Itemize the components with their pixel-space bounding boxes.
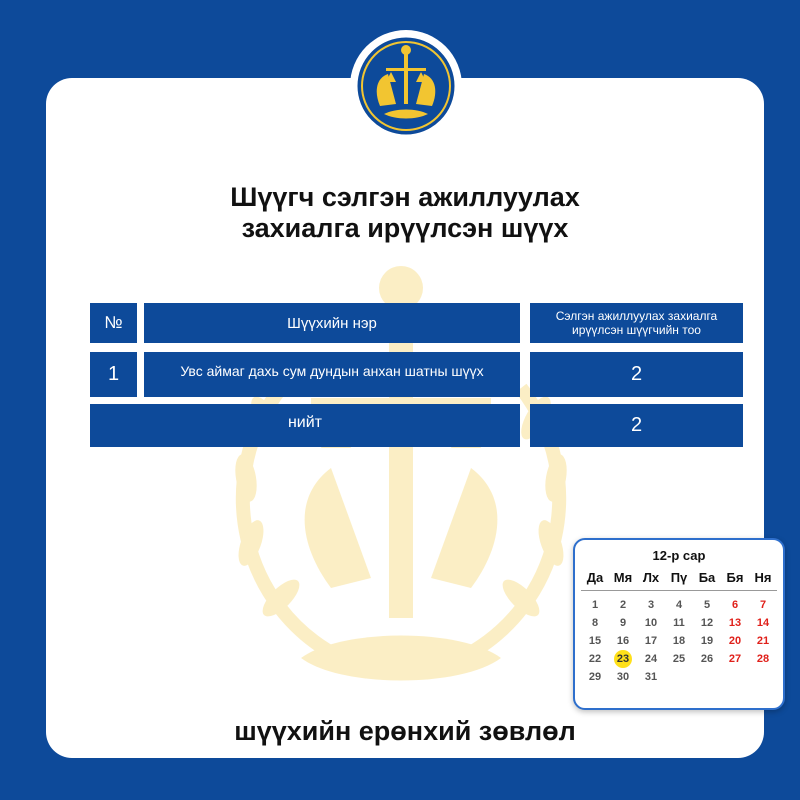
row-number-cell: [90, 352, 137, 397]
calendar-day: 12: [700, 617, 714, 629]
calendar-day: [749, 668, 777, 686]
calendar-day-weekend: 13: [728, 617, 742, 629]
calendar-day: 5: [703, 599, 711, 611]
header-court-name-cell: [144, 303, 520, 343]
calendar-day: 25: [672, 653, 686, 665]
calendar-day: 3: [647, 599, 655, 611]
header-count-label-line-2: ирүүлсэн шүүгчийн тоо: [572, 323, 701, 337]
calendar-divider: [581, 590, 777, 591]
calendar-day-weekend: 21: [756, 635, 770, 647]
calendar-day: 11: [673, 617, 685, 629]
calendar-day: 30: [616, 671, 630, 683]
total-label: нийт: [287, 414, 323, 431]
weekday-label: Пү: [670, 570, 688, 585]
calendar-day-weekend: 28: [756, 653, 770, 665]
calendar-day: 29: [588, 671, 602, 683]
calendar-week-row: [581, 614, 777, 632]
calendar-week-row: [581, 650, 777, 668]
footer-organization-name: шүүхийн ерөнхий зөвлөл: [234, 716, 576, 746]
page-title: [46, 182, 764, 244]
calendar-day-weekend: 7: [759, 599, 767, 611]
calendar-day: 15: [588, 635, 602, 647]
header-number-cell: [90, 303, 137, 343]
calendar-week-row: [581, 668, 777, 686]
calendar-month-title: 12-р сар: [652, 548, 706, 563]
total-count: 2: [630, 414, 643, 436]
calendar-day: 31: [644, 671, 658, 683]
header-count-label-line-1: Сэлгэн ажиллуулах захиалга: [555, 309, 718, 323]
calendar-widget: [573, 538, 785, 710]
calendar-day: [721, 668, 749, 686]
row-count-cell: [530, 352, 743, 397]
calendar-week-row: [581, 632, 777, 650]
calendar-day: 24: [644, 653, 658, 665]
calendar-day: 18: [672, 635, 686, 647]
calendar-day-weekend: 27: [728, 653, 742, 665]
calendar-day: [665, 668, 693, 686]
header-count-cell: [530, 303, 743, 343]
calendar-day: 9: [619, 617, 627, 629]
weekday-label: Лх: [642, 570, 660, 585]
total-count-cell: [530, 404, 743, 447]
calendar-week-row: [581, 596, 777, 614]
calendar-day: 4: [675, 599, 683, 611]
row-court-name: Увс аймаг дахь сум дундын анхан шатны шүүх: [180, 363, 484, 379]
calendar-day: 1: [591, 599, 599, 611]
row-court-name-cell: [144, 352, 520, 397]
calendar-day-weekend: 6: [731, 599, 739, 611]
weekday-label: Ба: [698, 570, 716, 585]
calendar-day: 10: [644, 617, 658, 629]
row-number: 1: [107, 363, 120, 385]
calendar-day-weekend: 20: [728, 635, 742, 647]
calendar-day: [693, 668, 721, 686]
weekday-label: Ня: [754, 570, 772, 585]
weekday-label: Мя: [613, 570, 633, 585]
calendar-day: 17: [644, 635, 658, 647]
weekday-label: Да: [586, 570, 604, 585]
calendar-day: 26: [700, 653, 714, 665]
calendar-day: 16: [616, 635, 630, 647]
calendar-day: 8: [591, 617, 599, 629]
row-count: 2: [630, 363, 643, 385]
header-court-name-label: Шүүхийн нэр: [287, 314, 377, 332]
calendar-day: 22: [588, 653, 602, 665]
court-emblem-logo: [350, 30, 462, 142]
calendar-weekday-header: [581, 570, 777, 585]
calendar-day-highlighted: 23: [614, 650, 632, 668]
title-line-2: захиалга ирүүлсэн шүүх: [241, 213, 569, 243]
calendar-day: 2: [619, 599, 627, 611]
calendar-day-weekend: 14: [756, 617, 770, 629]
calendar-day: 19: [700, 635, 714, 647]
total-label-cell: [90, 404, 520, 447]
court-emblem-icon: [350, 30, 462, 142]
header-number-label: №: [104, 313, 123, 332]
title-line-1: Шүүгч сэлгэн ажиллуулах: [230, 182, 580, 212]
weekday-label: Бя: [726, 570, 744, 585]
